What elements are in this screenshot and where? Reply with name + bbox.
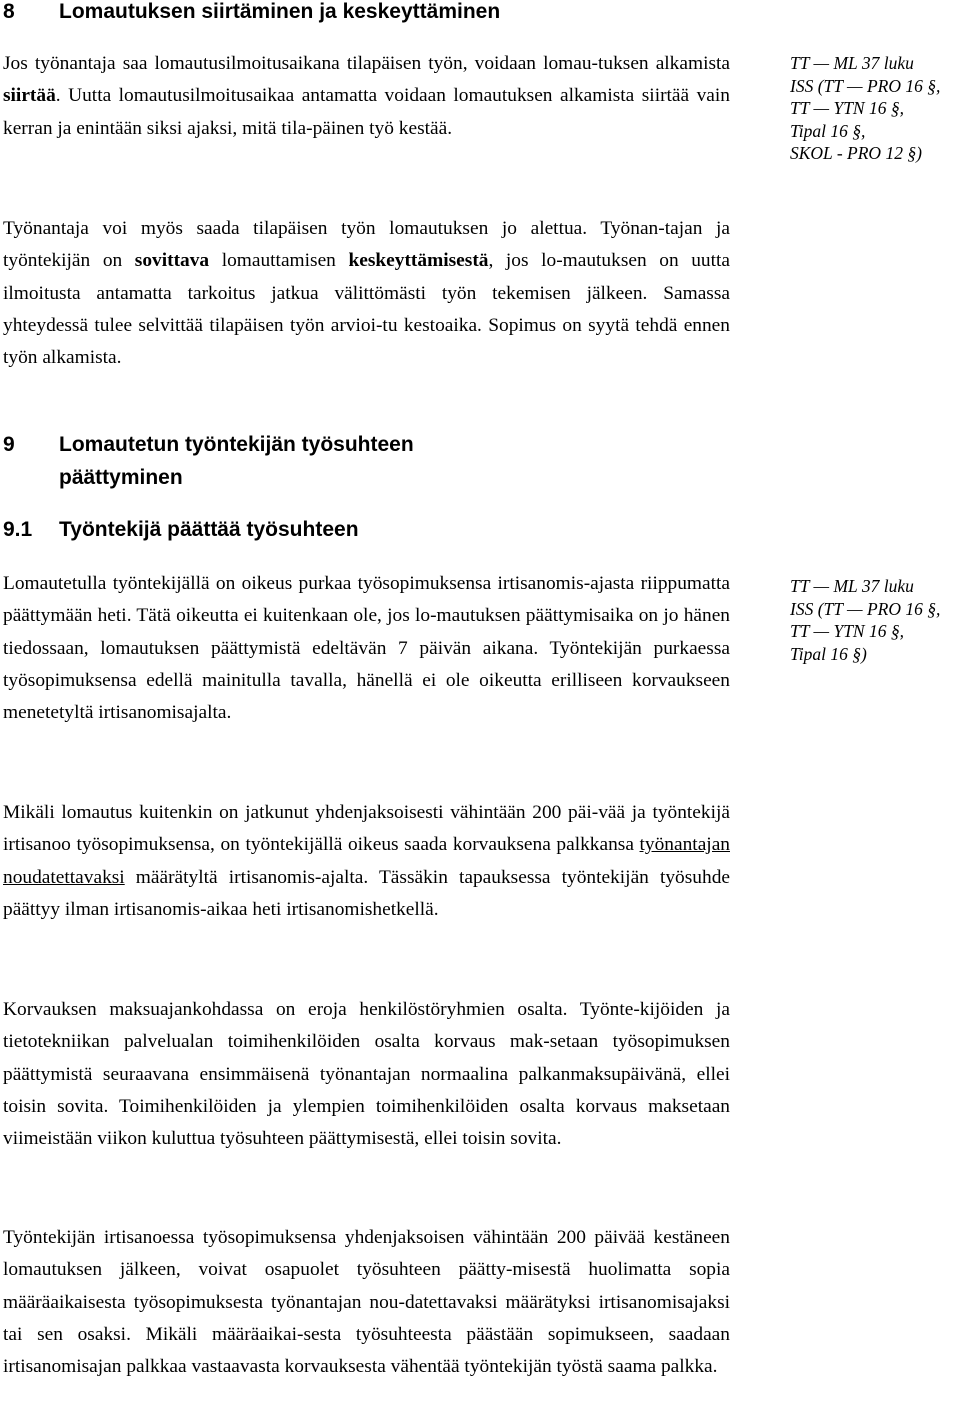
section-number: 9: [3, 433, 15, 456]
section-number: 8: [3, 0, 15, 23]
section-title-cont: päättyminen: [59, 466, 183, 489]
paragraph: [3, 797, 730, 926]
section-8-heading: [3, 0, 500, 28]
section-9-heading: [3, 428, 414, 494]
reference-line: ISS (TT — PRO 16 §,: [790, 75, 941, 96]
reference-line: TT — YTN 16 §,: [790, 98, 904, 118]
bold-term: siirtää: [3, 85, 56, 107]
section-9-1-heading: [3, 513, 359, 546]
legal-reference: [790, 52, 960, 165]
reference-line: ISS (TT — PRO 16 §,: [790, 598, 941, 619]
legal-reference: [790, 575, 960, 665]
paragraph: [3, 48, 730, 145]
underlined-term: työnantajan noudatettavaksi: [3, 834, 730, 888]
section-title: Lomautetun työntekijän työsuhteen: [59, 433, 414, 456]
reference-line: Tipal 16 §,: [790, 120, 866, 141]
paragraph: Työntekijän irtisanoessa työsopimuksensa yhdenjaksoisen vähintään 200 päivää kestäneen lomautuksen jälkeen, voivat osapuolet työsuhteen päätty-misestä huolimatta sopia määräaikaisesta työsopimuksesta työnantajan nou-datettavaksi määrätyksi irtisanomisajaksi tai sen osaksi. Mikäli määräaikai-sesta työsuhteesta päästään sopimukseen, saadaan irtisanomisajan palkkaa vastaavasta korvauksesta vähentää työntekijän työstä saama palkka.: [3, 1227, 730, 1378]
reference-line: TT — ML 37 luku: [790, 576, 914, 596]
paragraph: Korvauksen maksuajankohdassa on eroja henkilöstöryhmien osalta. Työnte-kijöiden ja tietotekniikan palvelualan toimihenkilöiden osalta korvaus mak-setaan työsopimuksen päättymistä seuraavana ensimmäisenä työnantajan normaalina palkanmaksupäivänä, ellei toisin sovita. Toimihenkilöiden ja ylempien toimihenkilöiden osalta korvaus maksetaan viimeistään viikon kuluttua työsuhteen päättymisestä, ellei toisin sovita.: [3, 999, 730, 1150]
reference-line: TT — ML 37 luku: [790, 53, 914, 73]
reference-line: TT — YTN 16 §,: [790, 621, 904, 641]
text-run: Jos työnantaja saa lomautusilmoitusaikana tilapäisen työn, voidaan lomau-tuksen alkamista: [3, 53, 730, 74]
text-run: Työnantaja voi myös saada tilapäisen työn lomautuksen jo alettua. Työnan-tajan ja työntekijän on: [3, 218, 730, 272]
text-run: lomauttamisen: [209, 250, 349, 272]
reference-line: SKOL - PRO 12 §): [790, 143, 922, 163]
paragraph: [3, 213, 730, 374]
text-run: Mikäli lomautus kuitenkin on jatkunut yhdenjaksoisesti vähintään 200 päi-vää ja työntekijä irtisanoo työsopimuksensa, on työntekijällä oikeus saada korvauksena palkkansa: [3, 802, 730, 856]
text-run: , jos lo-mautuksen on uutta ilmoitusta antamatta tarkoitus jatkua välittömästi työn tekemisen jälkeen. Samassa yhteydessä tulee selvittää tilapäisen työn arvioi-tu kestoaika. Sopimus on syytä tehdä ennen työn alkamista.: [3, 250, 730, 369]
text-run: . Uutta lomautusilmoitusaikaa antamatta voidaan lomautuksen alkamista siirtää vain kerran ja enintään siksi ajaksi, mitä tila-päinen työ kestää.: [3, 85, 730, 139]
text-run: määrätyltä irtisanomis-ajalta. Tässäkin tapauksessa työntekijän työsuhde päättyy ilman irtisanomis-aikaa heti irtisanomishetkellä.: [3, 866, 730, 920]
section-number: 9.1: [3, 518, 33, 541]
section-title: Lomautuksen siirtäminen ja keskeyttäminen: [59, 0, 501, 23]
bold-term: keskeyttämisestä: [348, 250, 489, 272]
paragraph: Lomautetulla työntekijällä on oikeus purkaa työsopimuksensa irtisanomis-ajasta riippumatta päättymään heti. Tätä oikeutta ei kuitenkaan ole, jos lo-mautuksen päättymisaika on jo hänen tiedossaan, lomautuksen päättymistä edeltävän 7 päivän aikana. Työntekijän purkaessa työsopimuksensa edellä mainitulla tavalla, hänellä ei ole oikeutta erilliseen korvaukseen menetetyltä irtisanomisajalta.: [3, 573, 730, 724]
reference-line: Tipal 16 §): [790, 643, 867, 664]
bold-term: sovittava: [134, 250, 210, 272]
section-title: Työntekijä päättää työsuhteen: [59, 518, 359, 541]
